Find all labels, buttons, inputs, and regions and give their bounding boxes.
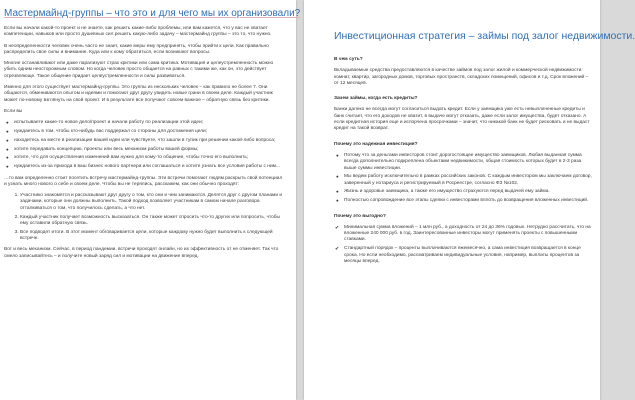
list-item: ● Мы ведем работу исключительно в рамках российских законов. С каждым инвестором мы заключаем договор, заверенный у нотариуса и регистрируемый в Росреестре, согласно ФЗ №102. <box>344 174 594 187</box>
document-page-right <box>304 0 635 400</box>
paragraph: Вкладываемые средства предоставляются в качестве займов под залог жилой и коммерческой недвижимости: комнат, квартир, загородных домов, торговых пространств, складских помещений, офисов и т.д. Срок вложений – от 12 месяцев. <box>334 68 589 86</box>
list-item: 1. Участнико знакомятся и рассказывают друг другу о том, кто они и чем занимаются. Делятся друг с другом планами и задачами, которые они должны выполнить. Такой подход позволяет участникам в самом начале разговора отталкиваться о том, что получилось сделать, а что нет. <box>20 193 286 212</box>
list-item: ● испытываете какие-то новое дело/проект и начали работу по реализации этой идеи; <box>14 120 286 126</box>
paragraph: Если вы <box>4 108 23 114</box>
numbered-list <box>4 193 286 242</box>
section-heading: Зачем займы, когда есть кредиты? <box>334 96 418 102</box>
list-item: ● нуждаетесь из-за прихода в ваш бизнес нового партнера или соглашаться и хотите узнать все условия работы с ним... <box>14 164 286 170</box>
paragraph: Банки далеко не всегда могут согласиться выдать кредит. Если у заемщика уже есть невыплаченные кредиты и банк считает, что его доходов не хватит, в выдаче могут отказать, даже если залог имущества, будет отказано. А если кредитная история еще и испорчена просрочками – значит, что никакой банк не будет рисковать и не выдаст кредит на такой возврат. <box>334 107 590 132</box>
checkmark-list <box>334 225 594 265</box>
paragraph: В неопределенности человек очень часто не знает, какие меры ему предпринять, чтобы прийти к цели. Как правильно распределить свое силы и внимание. Куда или к кому обратиться, если возникают вопросы. <box>4 43 269 55</box>
paragraph: Именно для этого существует мастермайнд-группы. Это группы из нескольких человек – как правило не более 7. Они общаются, обмениваются опытом и идеями и помогают друг другу увидеть новые грани в своем деле. Каждый участник может по-новому взглянуть на свой проект. И в результате все получают совсем важное – обратную связь без критики. <box>4 85 273 103</box>
list-item: 2. Каждый участник получает возможность высказаться. Он также может спросить что-то других или попросить, чтобы ему оставили обратную связь. <box>20 215 286 228</box>
section-heading: Почему это выгодно? <box>334 213 386 219</box>
document-page-left <box>0 0 301 400</box>
section-heading: Почему это надежная инвестиция? <box>334 141 418 147</box>
bullet-list <box>4 120 286 170</box>
left-page-body <box>0 20 296 260</box>
paragraph: Если вы начали какой-то проект и не знаете, как решить какие-либо проблемы, или вам кажется, что у вас не хватает компетенции, навыков или просто душевных сил решить какую-либо задачу – мастермайнд группы – это то, что нужно. <box>4 26 272 38</box>
left-page-title: Мастермайнд-группы – что это и для чего мы их организовали? <box>4 8 301 19</box>
right-page-body <box>304 42 600 265</box>
list-item: ✔ Минимальная сумма вложений – 1 млн руб., а доходность от 24 до 36% годовых. Нетрудно рассчитать, что на вложенные 240 000 руб. в год. Заинтересованные инвесторы могут применять проекты с повышенными ставками. <box>344 225 594 244</box>
list-item: 3. Все подводят итоги. В этот момент обговаривается цели, которые каждому нужно будет выполнить к следующей встрече. <box>20 230 286 243</box>
list-item: ● находитесь на месте в реализации вашей идеи или чувствуете, что зашли в тупик при решении какой-либо вопроса; <box>14 138 286 144</box>
paragraph: Вот и весь механизм. Сейчас, в период пандемии, встречи проходят онлайн, но их эффективность от не отменяет. Так что смело записывайтесь – и получите новый заряд сил и мотивации на движение вперед. <box>4 247 279 259</box>
section-heading: В чем суть? <box>334 57 363 62</box>
list-item: ● хотите передавать концепцию, проекты или весь механизм работы вашей формы; <box>14 147 286 153</box>
list-item: ● Потому что за деньгами инвесторов стоит дорогостоящее имущество заемщиков. Любая выданная сумма всегда дополнительно подкреплена объектами недвижимости, общая стоимость которых будет в 2-3 раза выше суммы инвестиции. <box>344 153 594 172</box>
list-item: ● нуждаетесь в том, чтобы кто-нибудь вас поддержал со стороны для достижения цели; <box>14 129 286 135</box>
right-page-title: Инвестиционная стратегия – займы под залог недвижимости. <box>334 30 635 42</box>
bullet-list <box>334 153 594 205</box>
list-item: ● Жизнь и здоровье заемщика, а также его имущество страхуются перед выдачей ему займа. <box>344 189 594 195</box>
list-item: ● хотите, что для осуществления изменений вам нужно для кому-то общение, чтобы точно его выполнить; <box>14 155 286 161</box>
paragraph: Многие останавливают или даже парализуют страх критики или сама критика. Мотивация и целеустремленность можно убить одним неосторожным словом. Но когда человек просто общается на равных с такими же, как он, это действует отрезвляюще. Такое общение придает целеустремленности и силы развиваться. <box>4 61 274 79</box>
list-item: ● Полностью сопровождение все этапы сделки с инвесторами вплоть до возвращения вложенных инвестиций. <box>344 198 594 204</box>
list-item: ✔ Стандартный порядок – проценты выплачиваются ежемесячно, а сама инвестиция возвращается в конце срока. Но если необходимо, рассматриваем индивидуальные условия, например, выплаты процентов за месяцы вперед. <box>344 246 594 265</box>
paragraph: …то вам определенно стоит посетить встречу мастермайнд-группы. Эти встречи помогают людям раскрыть свой потенциал и узнать много нового о себе и своем деле. Чтобы вы не терялись, расскажем, как они обычно проходят: <box>4 175 283 187</box>
